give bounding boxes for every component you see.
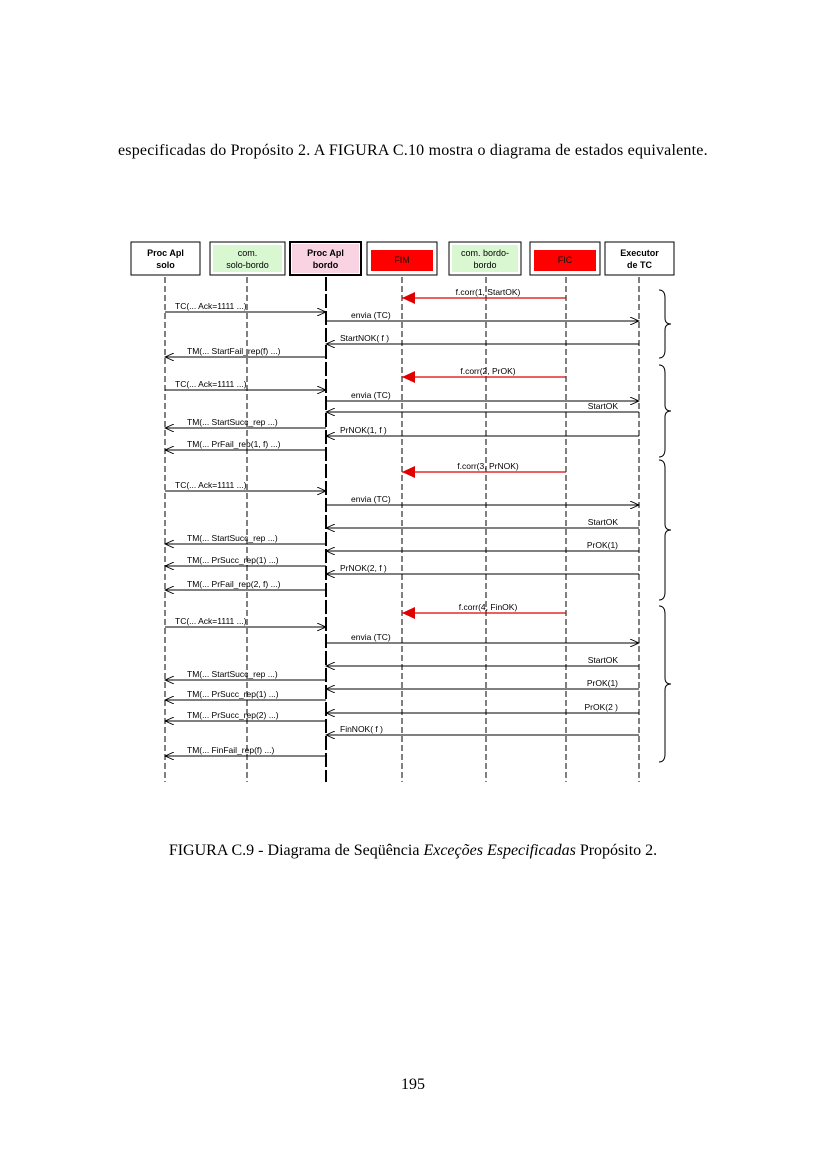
message-5 [402, 366, 566, 377]
message-label: StartOK [587, 517, 618, 527]
message-label: TC(... Ack=1111 ...) [175, 616, 247, 626]
message-label: PrNOK(2, f ) [340, 563, 387, 573]
message-label: TM(... PrSucc_rep(1) ...) [187, 689, 279, 699]
message-3 [326, 333, 639, 344]
message-label: TM(... StartSucc_rep ...) [187, 417, 278, 427]
message-16 [165, 533, 326, 544]
message-31 [165, 745, 326, 756]
participant-label: Proc Apl [147, 248, 184, 258]
message-label: TC(... Ack=1111 ...) [175, 301, 247, 311]
participants [131, 242, 674, 275]
phase-brace-0 [659, 290, 671, 358]
message-1 [165, 301, 326, 312]
message-label: envia (TC) [351, 390, 391, 400]
message-label: PrOK(1) [586, 540, 618, 550]
participant-label: FIC [557, 255, 573, 265]
message-label: TM(... StartSucc_rep ...) [187, 669, 278, 679]
message-27 [165, 689, 326, 700]
participant-1 [210, 242, 285, 275]
message-15 [326, 517, 639, 528]
participant-box [131, 242, 200, 275]
message-24 [326, 655, 639, 666]
message-28 [326, 702, 639, 713]
message-label: PrOK(1) [586, 678, 618, 688]
participant-label: Executor [620, 248, 659, 258]
participant-3 [367, 242, 437, 275]
participant-label: FIM [394, 255, 410, 265]
message-11 [165, 439, 326, 450]
message-2 [326, 310, 639, 321]
participant-label: com. [237, 248, 258, 258]
message-13 [165, 480, 326, 491]
caption-suffix: Propósito 2. [575, 842, 658, 859]
message-4 [165, 346, 326, 357]
message-22 [165, 616, 326, 627]
participant-label: solo-bordo [226, 260, 269, 270]
body-paragraph: especificadas do Propósito 2. A FIGURA C.10 mostra o diagrama de estados equivalente. [118, 142, 708, 159]
message-label: FinNOK( f ) [340, 724, 383, 734]
figure-caption [0, 842, 826, 860]
participant-label: solo [156, 260, 175, 270]
message-label: StartOK [587, 655, 618, 665]
message-label: f.corr(2, PrOK) [460, 366, 516, 376]
participant-label: bordo [473, 260, 497, 270]
message-label: StartOK [587, 401, 618, 411]
message-label: TM(... PrSucc_rep(1) ...) [187, 555, 279, 565]
message-label: TM(... FinFail_rep(f) ...) [187, 745, 275, 755]
message-label: TM(... PrFail_rep(2, f) ...) [187, 579, 281, 589]
message-label: TM(... StartSucc_rep ...) [187, 533, 278, 543]
message-6 [165, 379, 326, 390]
message-label: f.corr(3, PrNOK) [457, 461, 519, 471]
participant-2 [290, 242, 361, 275]
message-19 [326, 563, 639, 574]
message-0 [402, 287, 566, 298]
page-number: 195 [401, 1076, 425, 1093]
participant-4 [449, 242, 521, 275]
phase-brace-1 [659, 365, 671, 457]
message-23 [326, 632, 639, 643]
message-label: f.corr(1, StartOK) [455, 287, 521, 297]
message-label: TM(... StartFail_rep(f) ...) [187, 346, 281, 356]
message-label: PrNOK(1, f ) [340, 425, 387, 435]
message-label: PrOK(2 ) [584, 702, 618, 712]
caption-italic: Exceções Especificadas [423, 842, 576, 859]
participant-label: Proc Apl [307, 248, 344, 258]
message-29 [165, 710, 326, 721]
caption-prefix: FIGURA C.9 - Diagrama de Seqüência [168, 842, 424, 859]
participant-5 [530, 242, 600, 275]
message-label: TM(... PrFail_rep(1, f) ...) [187, 439, 281, 449]
message-7 [326, 390, 639, 401]
message-label: envia (TC) [351, 494, 391, 504]
participant-0 [131, 242, 200, 275]
message-label: StartNOK( f ) [340, 333, 390, 343]
message-label: TM(... PrSucc_rep(2) ...) [187, 710, 279, 720]
message-label: f.corr(4, FinOK) [458, 602, 518, 612]
phase-braces [659, 290, 671, 762]
message-17 [326, 540, 639, 551]
message-25 [165, 669, 326, 680]
participant-label: bordo [312, 260, 339, 270]
message-12 [402, 461, 566, 472]
message-30 [326, 724, 639, 735]
message-10 [326, 425, 639, 436]
participant-label: de TC [626, 260, 653, 270]
participant-box [605, 242, 674, 275]
phase-brace-3 [659, 606, 671, 762]
message-label: envia (TC) [351, 310, 391, 320]
participant-6 [605, 242, 674, 275]
participant-label: com. bordo- [460, 248, 510, 258]
message-21 [402, 602, 566, 613]
message-14 [326, 494, 639, 505]
message-label: envia (TC) [351, 632, 391, 642]
message-8 [326, 401, 639, 412]
phase-brace-2 [659, 460, 671, 600]
message-label: TC(... Ack=1111 ...) [175, 480, 247, 490]
message-20 [165, 579, 326, 590]
message-label: TC(... Ack=1111 ...) [175, 379, 247, 389]
message-18 [165, 555, 326, 566]
message-9 [165, 417, 326, 428]
message-26 [326, 678, 639, 689]
